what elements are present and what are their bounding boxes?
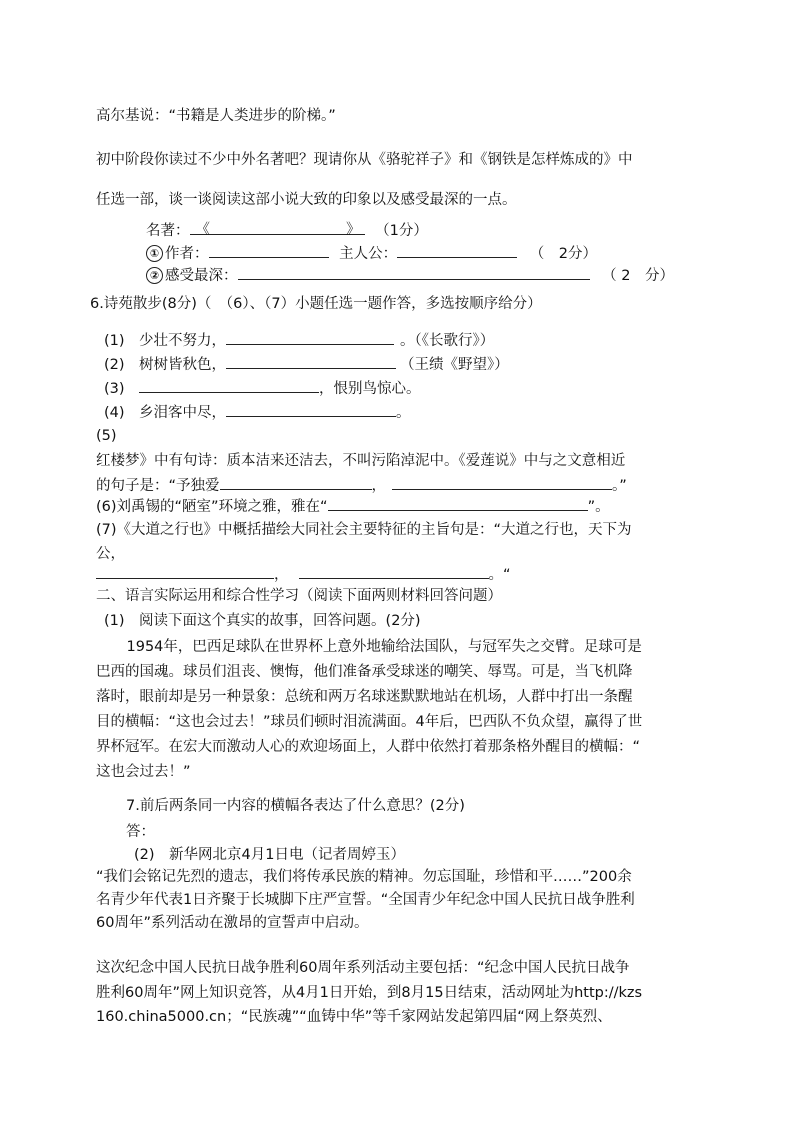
material1-line: 这也会过去！” bbox=[96, 764, 191, 780]
section2-title: 二、语言实际运用和综合性学习（阅读下面两则材料回答问题） bbox=[96, 588, 502, 604]
feel-label: 感受最深： bbox=[165, 268, 238, 284]
material1-line: 1954年，巴西足球队在世界杯上意外地输给法国队，与冠军失之交臂。足球可是 bbox=[112, 639, 642, 655]
poem-line-10: 公， bbox=[96, 546, 125, 562]
book-score: （1分） bbox=[375, 223, 428, 239]
quote-line: 高尔基说：“书籍是人类进步的阶梯。” bbox=[96, 108, 336, 124]
q7: 7.前后两条同一内容的横幅各表达了什么意思？(2分) bbox=[126, 798, 465, 814]
poem-blank-2[interactable] bbox=[226, 354, 396, 369]
author-label: 作者： bbox=[165, 246, 209, 262]
material2-line: 名青少年代表1日齐聚于长城脚下庄严宣誓。“全国青少年纪念中国人民抗日战争胜利 bbox=[96, 892, 635, 908]
poem-line-8: (6)刘禹锡的“陋室”环境之雅，雅在“ ”。 bbox=[96, 496, 610, 517]
material1-line: 落时，眼前却是另一种景象：总统和两万名球迷默默地站在机场，人群中打出一条醒 bbox=[96, 689, 633, 705]
book-label: 名著： bbox=[146, 223, 190, 239]
poem-line-3: (3) ，恨别鸟惊心。 bbox=[104, 378, 421, 399]
book-blank[interactable] bbox=[190, 220, 365, 238]
poem-line-6: 红楼梦》中有句诗：质本洁来还洁去，不叫污陷淖泥中。《爱莲说》中与之文意相近 bbox=[96, 453, 626, 469]
material1-title: (1) 阅读下面这个真实的故事，回答问题。(2分) bbox=[104, 613, 421, 629]
material3-line: 这次纪念中国人民抗日战争胜利60周年系列活动主要包括：“纪念中国人民抗日战争 bbox=[96, 960, 630, 976]
answer-label[interactable]: 答： bbox=[126, 824, 155, 840]
poem-blank-1[interactable] bbox=[226, 330, 394, 345]
circle-num-1: ① bbox=[146, 245, 163, 262]
book-open: 《 bbox=[195, 222, 210, 238]
poem-line-4: (4) 乡泪客中尽， 。 bbox=[104, 402, 411, 423]
book-close: 》 bbox=[346, 222, 361, 238]
item1-score: （ 2分） bbox=[529, 246, 597, 262]
item2-score: （ 2 分） bbox=[602, 268, 674, 284]
intro-line-1: 初中阶段你读过不少中外名著吧？现请你从《骆驼祥子》和《钢铁是怎样炼成的》中 bbox=[96, 152, 633, 168]
poem-line-11: ， 。“ bbox=[96, 564, 511, 585]
poem-line-7: 的句子是：“予独爱 ， 。” bbox=[96, 475, 627, 496]
poem-blank-3[interactable] bbox=[139, 378, 319, 393]
material3-line: 160.china5000.cn；“民族魂”“血铸中华”等千家网站发起第四届“网上祭英烈、 bbox=[96, 1009, 612, 1025]
poem-line-1: (1) 少壮不努力， 。（《长歌行》） bbox=[104, 330, 494, 351]
feel-blank[interactable] bbox=[238, 265, 590, 280]
material3-line: 胜利60周年”网上知识竞答，从4月1日开始，到8月15日结束，活动网址为http://kzs bbox=[96, 985, 643, 1001]
feel-row bbox=[146, 265, 674, 286]
circle-num-2: ② bbox=[146, 267, 163, 284]
poem-blank-8[interactable] bbox=[328, 496, 588, 511]
poem-blank-7a[interactable] bbox=[220, 475, 372, 490]
poem-line-2: (2) 树树皆秋色， （王绩《野望》） bbox=[104, 354, 509, 375]
book-row bbox=[146, 220, 428, 241]
author-blank[interactable] bbox=[209, 243, 329, 258]
material2-line: 60周年”系列活动在激昂的宣誓声中启动。 bbox=[96, 915, 369, 931]
author-row bbox=[146, 243, 597, 264]
poem-blank-7b[interactable] bbox=[392, 475, 612, 490]
hero-blank[interactable] bbox=[397, 243, 517, 258]
q6-title: 6.诗苑散步(8分)（ （6）、（7）小题任选一题作答，多选按顺序给分） bbox=[90, 296, 542, 312]
poem-blank-11a[interactable] bbox=[96, 564, 274, 579]
hero-label: 主人公： bbox=[339, 246, 398, 262]
poem-line-5: (5) bbox=[96, 428, 117, 444]
poem-line-9: (7)《大道之行也》中概括描绘大同社会主要特征的主旨句是：“大道之行也，天下为 bbox=[96, 522, 632, 538]
poem-blank-11b[interactable] bbox=[299, 564, 489, 579]
material1-line: 界杯冠军。在宏大而激动人心的欢迎场面上，人群中依然打着那条格外醒目的横幅：“ bbox=[96, 739, 641, 755]
material2-title: (2) 新华网北京4月1日电（记者周婷玉） bbox=[134, 847, 405, 863]
material1-line: 巴西的国魂。球员们沮丧、懊悔，他们准备承受球迷的嘲笑、辱骂。可是，当飞机降 bbox=[96, 664, 633, 680]
material1-line: 目的横幅：“这也会过去！”球员们顿时泪流满面。4年后，巴西队不负众望，赢得了世 bbox=[96, 714, 643, 730]
material2-line: “我们会铭记先烈的遗志，我们将传承民族的精神。勿忘国耻，珍惜和平……”200余 bbox=[96, 869, 632, 885]
intro-line-2: 任选一部，谈一谈阅读这部小说大致的印象以及感受最深的一点。 bbox=[96, 192, 517, 208]
poem-blank-4[interactable] bbox=[226, 402, 396, 417]
